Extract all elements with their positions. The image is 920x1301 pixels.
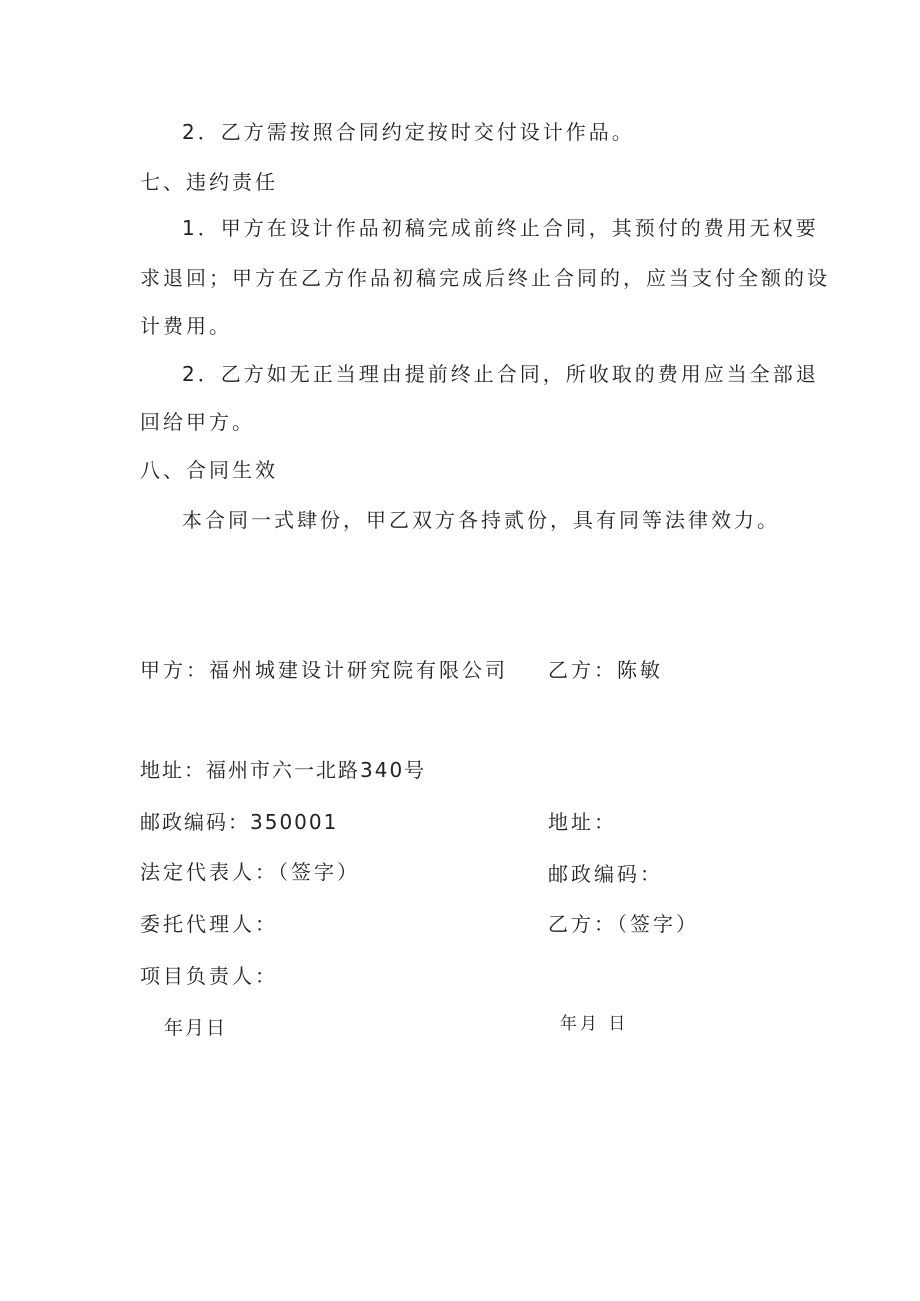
party-a-project-lead: 项目负责人： — [140, 964, 278, 988]
party-a-name: 甲方：福州城建设计研究院有限公司 — [140, 658, 508, 682]
section8-heading: 八、合同生效 — [140, 458, 278, 482]
section7-item1-line3: 计费用。 — [140, 314, 232, 338]
section6-item2: 2．乙方需按照合同约定按时交付设计作品。 — [182, 120, 635, 144]
section7-item2-line1: 2．乙方如无正当理由提前终止合同，所收取的费用应当全部退 — [182, 362, 819, 386]
party-b-name: 乙方：陈敏 — [548, 658, 663, 682]
section7-item1-line1: 1．甲方在设计作品初稿完成前终止合同，其预付的费用无权要 — [182, 216, 819, 240]
party-a-date: 年月日 — [164, 1017, 228, 1039]
section8-text: 本合同一式肆份，甲乙双方各持贰份，具有同等法律效力。 — [182, 508, 780, 532]
section7-item2-line2: 回给甲方。 — [140, 410, 255, 434]
party-a-agent: 委托代理人： — [140, 912, 278, 936]
party-a-address: 地址：福州市六一北路340号 — [140, 758, 427, 782]
party-a-postcode: 邮政编码：350001 — [140, 810, 339, 834]
section7-heading: 七、违约责任 — [140, 170, 278, 194]
party-a-legal-rep: 法定代表人：（签字） — [140, 860, 360, 884]
party-b-sign: 乙方：（签字） — [548, 912, 699, 936]
party-b-postcode: 邮政编码： — [548, 862, 663, 886]
party-b-date: 年月 日 — [560, 1014, 629, 1034]
section7-item1-line2: 求退回；甲方在乙方作品初稿完成后终止合同的，应当支付全额的设 — [140, 266, 830, 290]
party-b-address: 地址： — [548, 810, 617, 834]
